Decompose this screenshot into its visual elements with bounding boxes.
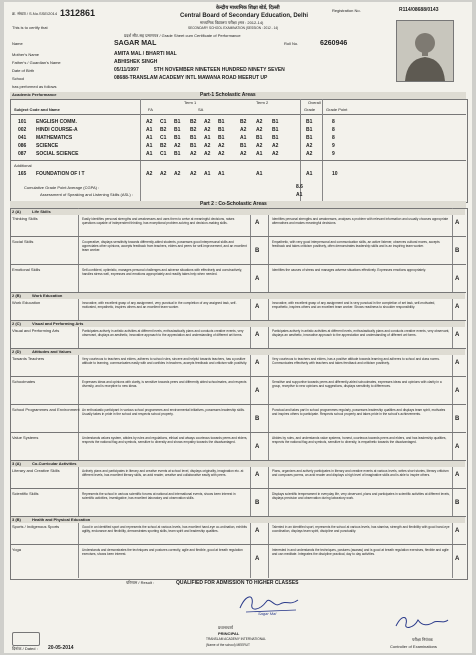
grade: A <box>455 444 460 450</box>
subject-grade: A2 <box>218 151 225 157</box>
area-name: Work Education <box>12 300 41 305</box>
dob: 05/11/1997 <box>114 67 139 73</box>
asl-grade: A1 <box>296 192 303 198</box>
subject-grade: B1 <box>174 119 181 125</box>
grade: B <box>455 416 460 422</box>
subject-grade-point: 8 <box>332 135 335 141</box>
col-term1: Term 1 <box>184 100 197 105</box>
grade: A <box>455 360 460 366</box>
descriptor-right: Identifies personal strengths and weaknesses, analyses a problem with relevant information and usually chooses appropriate alternatives and makes meaningful decisions. <box>272 217 449 225</box>
descriptor-left: Expresses ideas and opinions with clarity, is sensitive towards peers and differently abled schoolmates, and respects diversity, and is receptive to new ideas. <box>82 380 247 388</box>
principal-school: TRANSLAM ACADEMY INTERNATIONAL <box>206 637 266 641</box>
area-name: Schoolmates <box>12 379 36 384</box>
mother-label: Mother's Name <box>12 52 39 57</box>
col-grade-point: Grade Point <box>326 107 348 112</box>
grade: A <box>255 444 260 450</box>
area-name: Emotional Skills <box>12 267 41 272</box>
certify-text: This is to certify that <box>12 25 48 30</box>
col-subject: Subject Code and Name <box>14 107 60 112</box>
subject-grade: B2 <box>190 127 197 133</box>
section-number: 2 (C) <box>12 321 21 326</box>
controller-label: Controller of Examinations <box>390 644 437 649</box>
dob-label: Date of Birth <box>12 68 35 73</box>
col-term2: Term 2 <box>256 100 269 105</box>
grade: A <box>455 388 460 394</box>
overall-grade: A2 <box>306 143 313 149</box>
subject-grade: B1 <box>218 119 225 125</box>
serial-label: क्र. संख्या / S.No.SSE/2014 <box>12 11 58 16</box>
descriptor-left: Very courteous to teachers and elders, adheres to school rules, sincere and helpful towards teachers, has a positive attitude to learning, communicates easily with and confides in teachers, accepts feedback and criticism with positivity. <box>82 357 248 365</box>
descriptor-right: Plans, organizes and actively participates in literary and creative events at various levels, writes short stories, literary criticism and composes poems, an avid reader and displays a high level of imaginative skills and is able to inspire others. <box>272 469 449 477</box>
registration-label: Registration No. <box>332 8 361 13</box>
col-grade: Grade <box>304 107 316 112</box>
area-name: Value Systems <box>12 435 39 440</box>
additional-grade-point: 10 <box>332 171 338 177</box>
grade: A <box>255 528 260 534</box>
student-photo <box>396 20 454 82</box>
subject-grade-point: 8 <box>332 119 335 125</box>
descriptor-left: Easily identifies personal strengths and weaknesses and uses them to arrive at meaningful decisions, raises questions capable of independent thinking, has exceptional problem-solving and decision-making skills. <box>82 217 235 225</box>
student-name: SAGAR MAL <box>114 40 157 47</box>
overall-grade: B1 <box>306 119 313 125</box>
signature-name: Sagar Mal <box>258 611 277 616</box>
name-label: Name <box>12 41 23 46</box>
additional-label: Additional <box>14 163 32 168</box>
subject-grade: A2 <box>256 127 263 133</box>
descriptor-right: Empathetic, with very good interpersonal and communication skills, an active listener, observes cultural mores, accepts feedback and takes criticism positively, often demonstrates leadership skills and is an inspiring team worker. <box>272 240 440 248</box>
overall-grade: B1 <box>306 127 313 133</box>
row-divider <box>10 488 466 489</box>
area-name: Social Skills <box>12 239 34 244</box>
col-fa: FA <box>148 107 153 112</box>
cgpa-label: Cumulative Grade Point Average (CGPA) : <box>24 185 100 190</box>
exam-hindi: माध्यमिक विद्यालय परीक्षा (सत्र : 2012-14) <box>200 20 264 25</box>
grade: A <box>455 528 460 534</box>
section-band <box>11 349 465 355</box>
row-divider <box>10 544 466 545</box>
subject-grade: A2 <box>174 143 181 149</box>
result-text: QUALIFIED FOR ADMISSION TO HIGHER CLASSES <box>176 580 299 586</box>
dob-words: 5TH NOVEMBER NINETEEN HUNDRED NINETY SEVEN <box>154 67 285 73</box>
subject-name: SOCIAL SCIENCE <box>36 151 79 157</box>
row-divider <box>10 236 466 237</box>
descriptor-left: Cooperative, displays sensitivity towards differently-abled students, possesses good interpersonal skills and appreciates other opinions, accepts feedback from teachers, elders and peers for self-improvement, and an excellent team worker. <box>82 240 247 252</box>
descriptor-left: Represents the school in various scientific forums at national and international events, shows keen interest in scientific activities, investigative, has excellent laboratory and observation skills. <box>82 492 236 500</box>
controller-hindi: परीक्षा नियंत्रक <box>412 637 433 642</box>
subject-grade: B1 <box>218 135 225 141</box>
father-label: Father's / Guardian's Name <box>12 60 61 65</box>
subject-grade: C1 <box>160 119 167 125</box>
part1-title: Part-1 Scholastic Areas <box>200 92 256 98</box>
section-number: 3 (A) <box>12 461 21 466</box>
board-name: Central Board of Secondary Education, Delhi <box>180 13 309 19</box>
section-title: Health and Physical Education <box>32 517 91 522</box>
descriptor-left: Understands values system, abides by rules and regulations, ethical and always courteous towards peers and elders, respects the national flag and symbols, sensitive to diversity and shows empathy towards the disadvantaged. <box>82 436 248 444</box>
section-title: Life Skills <box>32 209 51 214</box>
additional-grade: A2 <box>160 171 167 177</box>
col-sa: SA <box>198 107 204 112</box>
subject-name: MATHEMATICS <box>36 135 73 141</box>
descriptor-right: Interested in and understands the techniques, postures (asanas) and is good at breath regulation exercises, flexible and agile and can meditate. Integrates the discipline practical, day to day activities. <box>272 548 449 556</box>
subject-grade: B1 <box>174 127 181 133</box>
father-name: ABHISHEK SINGH <box>114 59 158 65</box>
subject-code: 086 <box>18 143 27 149</box>
asl-label: Assessment of Speaking and Listening Skills (ASL) : <box>40 192 133 197</box>
section-title: Attitudes and Values <box>32 349 72 354</box>
descriptor-right: Talented in an identified sport, represents the school at various levels, has stamina, strength and flexibility with good hand-eye coordination, displays team spirit, discipline and punctuality. <box>272 525 450 533</box>
section-band <box>11 293 465 299</box>
roll-label: Roll No. <box>284 41 299 46</box>
serial-number: 1312861 <box>60 8 96 18</box>
section-number: 2 (D) <box>12 349 21 354</box>
subject-name: ENGLISH COMM. <box>36 119 77 125</box>
section-title: Visual and Performing Arts <box>32 321 84 326</box>
result-label: परिणाम / Result : <box>126 580 155 585</box>
subject-grade: A1 <box>240 135 247 141</box>
overall-grade: A2 <box>306 151 313 157</box>
subject-grade: A1 <box>146 151 153 157</box>
grade: B <box>455 248 460 254</box>
col-overall: Overall <box>308 100 321 105</box>
subject-code: 101 <box>18 119 27 125</box>
mother-name: AMITA MAL / BHARTI MAL <box>114 51 177 57</box>
subject-grade: A2 <box>218 143 225 149</box>
grade: A <box>255 360 260 366</box>
area-name: Yoga <box>12 547 21 552</box>
additional-grade: A2 <box>174 171 181 177</box>
area-name: School Programmes and Environment <box>12 407 80 412</box>
subject-grade: A1 <box>146 135 153 141</box>
additional-grade: A1 <box>204 171 211 177</box>
descriptor-left: Innovative, with excellent grasp of any assignment, very punctual in the completion of any assigned task, self-motivated, empathetic, inspires others and an excellent team worker. <box>82 301 237 309</box>
section-number: 2 (B) <box>12 293 21 298</box>
row-divider <box>10 264 466 265</box>
grade: A <box>455 332 460 338</box>
grade: A <box>455 304 460 310</box>
subject-grade: B1 <box>174 135 181 141</box>
principal-hindi: प्रधानाचार्य <box>218 625 233 630</box>
descriptor-left: Good in an identified sport and represents the school at various levels, has excellent hand-eye co-ordination, exhibits agility, endurance and flexibility, demonstrates sporting skills, team spirit and leadership qualities. <box>82 525 247 533</box>
subject-grade: A2 <box>272 143 279 149</box>
grade: A <box>255 304 260 310</box>
subject-grade: C1 <box>160 151 167 157</box>
descriptor-right: Displays scientific temperament in everyday life, very observant, plans and participates in scientific activities at different levels, displays precision and observation during laboratory work. <box>272 492 450 500</box>
subject-code: 087 <box>18 151 27 157</box>
descriptor-left: An enthusiastic participant in various school programmes and environmental initiatives, possesses leadership skills. Usually takes in pride in the school and respects school property. <box>82 408 245 416</box>
subject-grade: B2 <box>160 143 167 149</box>
grade: B <box>255 248 260 254</box>
grade-sheet <box>4 2 472 653</box>
subject-grade: B1 <box>240 143 247 149</box>
subject-grade: A2 <box>256 119 263 125</box>
school-label: School <box>12 76 25 81</box>
subject-grade: B1 <box>190 135 197 141</box>
additional-grade: A1 <box>256 171 263 177</box>
subject-grade: B1 <box>256 135 263 141</box>
cgpa-value: 8.6 <box>296 184 303 190</box>
descriptor-left: Participates actively in artistic activities at different levels, enthusiastically plans and conducts creative events, very observant, displays an aesthetic, innovative approach to the appreciation and understanding of different art forms. <box>82 329 244 337</box>
section-band <box>11 209 465 215</box>
subject-grade: B2 <box>190 119 197 125</box>
principal-place: (Name of the school) MEERUT <box>206 643 250 647</box>
subject-grade: A2 <box>204 127 211 133</box>
principal-label: PRINCIPAL <box>218 631 240 636</box>
date-label: दिनांक / Dated : <box>12 646 38 651</box>
additional-code: 165 <box>18 171 27 177</box>
part1-label: Academic Performance <box>12 92 57 97</box>
stamp <box>12 632 40 646</box>
certificate-title: प्रदर्श सीट-सह प्रमाणपत्र / Grade Sheet cum Certificate of Performance <box>124 33 241 38</box>
controller-signature <box>394 612 450 634</box>
grade: A <box>455 472 460 478</box>
subject-grade: B1 <box>272 127 279 133</box>
subject-grade: A2 <box>272 151 279 157</box>
subject-grade-point: 8 <box>332 127 335 133</box>
subject-grade: B2 <box>160 127 167 133</box>
part2-title: Part 2 : Co-Scholastic Areas <box>200 201 267 207</box>
area-name: Thinking Skills <box>12 216 38 221</box>
subject-grade-point: 9 <box>332 143 335 149</box>
area-name: Towards Teachers <box>12 356 45 361</box>
subject-name: SCIENCE <box>36 143 59 149</box>
school-name: 08688-TRANSLAM ACADEMY INTL MAWANA ROAD MEERUT UP <box>114 75 268 81</box>
student-photo-icon <box>397 21 453 81</box>
board-name-hindi: केन्द्रीय माध्यमिक शिक्षा बोर्ड, दिल्ली <box>216 5 280 11</box>
grade: A <box>255 556 260 562</box>
area-name: Visual and Performing Arts <box>12 328 60 333</box>
subject-grade: A2 <box>256 143 263 149</box>
subject-grade-point: 9 <box>332 151 335 157</box>
grade: A <box>455 276 460 282</box>
descriptor-left: Self-confident, optimistic, manages personal challenges and adverse situations with effectively and constructively, handles stress well, expresses and emotions appropriately and readily takes help when needed. <box>82 268 243 276</box>
subject-grade: B1 <box>174 151 181 157</box>
descriptor-left: Actively plans and participates in literary and creative events at school level, displays originality, imagination etc. at different levels, has excellent literary skills, an avid reader, creative and collaborative easily with peers. <box>82 469 244 477</box>
descriptor-right: Punctual and takes part in school programmes regularly, possesses leadership qualities and displays team spirit, motivates and inspires others to participate. Respects school property and takes pride in the school's achievements. <box>272 408 446 416</box>
subject-grade: A2 <box>190 151 197 157</box>
subject-grade: A1 <box>256 151 263 157</box>
subject-grade: C1 <box>160 135 167 141</box>
section-band <box>11 461 465 467</box>
grade: A <box>255 220 260 226</box>
area-name: Scientific Skills <box>12 491 39 496</box>
row-divider <box>10 404 466 405</box>
subject-grade: A2 <box>204 143 211 149</box>
row-divider <box>10 432 466 433</box>
grade: B <box>455 500 460 506</box>
descriptor-right: Innovative, with excellent grasp of any assignment and is very punctual in the completion of set task, self-motivated, empathetic, inspires others and an excellent team worker. Shows readiness to shoulder responsibility. <box>272 301 436 309</box>
subject-grade: A1 <box>204 135 211 141</box>
registration-number: R114/08688/0143 <box>399 7 439 13</box>
row-divider <box>10 376 466 377</box>
descriptor-right: Very courteous to teachers and elders, has a positive attitude towards learning and adheres to school and class norms. Communicates effectively with teachers and takes feedback and criticism positively. <box>272 357 440 365</box>
subject-grade: B2 <box>240 119 247 125</box>
grade: B <box>255 416 260 422</box>
section-number: 3 (B) <box>12 517 21 522</box>
roll-number: 6260946 <box>320 40 348 47</box>
performed-text: has performed as follows <box>12 84 57 89</box>
issue-date: 20-05-2014 <box>48 645 74 651</box>
additional-grade: A2 <box>146 171 153 177</box>
subject-grade: A2 <box>204 151 211 157</box>
descriptor-right: Abides by rules, and understands value systems, honest, courteous towards peers and elders, and has leadership qualities, respects the national flag and symbols, sensitive to diversity, is empathetic towards the disadvantaged. <box>272 436 447 444</box>
subject-code: 002 <box>18 127 27 133</box>
exam-english: SECONDARY SCHOOL EXAMINATION (SESSION : 2012 - 14) <box>188 26 279 30</box>
additional-grade: A1 <box>306 171 313 177</box>
grade: B <box>255 500 260 506</box>
grade: A <box>455 220 460 226</box>
subject-grade: B1 <box>218 127 225 133</box>
subject-grade: B1 <box>272 119 279 125</box>
subject-code: 041 <box>18 135 27 141</box>
additional-grade: A2 <box>190 171 197 177</box>
descriptor-right: Identifies the causes of stress and manages adverse situations effectively. Expresses emotions appropriately. <box>272 268 426 272</box>
descriptor-left: Understands and demonstrates the techniques and postures correctly, agile and flexible, good at breath regulation exercises, shows keen interest. <box>82 548 243 556</box>
additional-grade: A1 <box>218 171 225 177</box>
subject-name: HINDI COURSE-A <box>36 127 78 133</box>
subject-grade: A2 <box>146 119 153 125</box>
grade: A <box>455 556 460 562</box>
descriptor-right: Sensitive and supportive towards peers and differently-abled schoolmates, expresses ideas and opinions with clarity in a group, receptive to new opinions and suggestions, displays sensitivity to differences. <box>272 380 442 388</box>
descriptor-right: Participates actively in artistic activities at different levels, enthusiastically plans and conducts creative events, very observant, displays an aesthetic, innovative approach to the appreciation and understanding of different art forms. <box>272 329 450 337</box>
section-title: Work Education <box>32 293 63 298</box>
subject-grade: B1 <box>272 135 279 141</box>
overall-grade: B1 <box>306 135 313 141</box>
additional-name: FOUNDATION OF I T <box>36 171 85 177</box>
grade: A <box>255 332 260 338</box>
grade: A <box>255 472 260 478</box>
grade: A <box>255 388 260 394</box>
section-number: 2 (A) <box>12 209 21 214</box>
area-name: Literary and Creative Skills <box>12 468 60 473</box>
subject-grade: A2 <box>240 151 247 157</box>
grade: A <box>255 276 260 282</box>
subject-grade: A2 <box>204 119 211 125</box>
section-title: Co-Curricular Activities <box>32 461 77 466</box>
subject-grade: A1 <box>146 127 153 133</box>
area-name: Sports / Indigenous Sports <box>12 524 60 529</box>
subject-grade: A1 <box>146 143 153 149</box>
subject-grade: B1 <box>190 143 197 149</box>
subject-grade: A2 <box>240 127 247 133</box>
